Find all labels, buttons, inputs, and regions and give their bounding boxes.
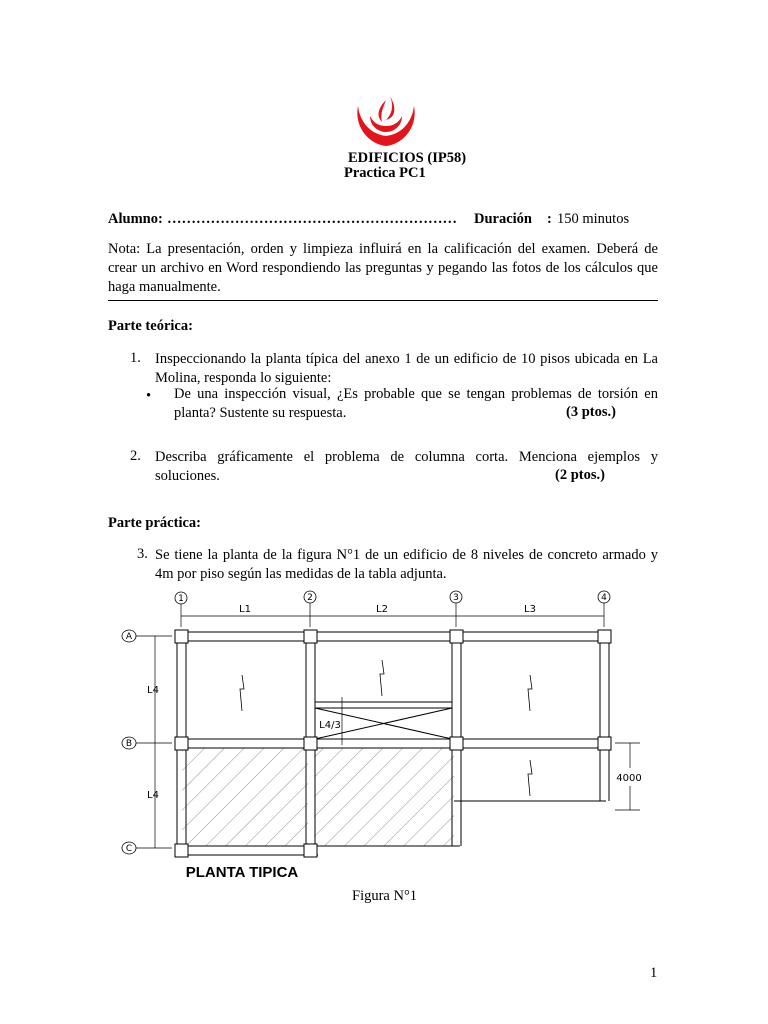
axis-label-b: B bbox=[125, 739, 133, 749]
axis-label-1: 1 bbox=[178, 594, 184, 604]
separator-line bbox=[108, 300, 658, 301]
question-1 bbox=[130, 350, 658, 388]
span-label-l1: L1 bbox=[239, 604, 251, 615]
figure-caption: Figura N°1 bbox=[352, 888, 418, 904]
bay-label-l4-bottom: L4 bbox=[147, 790, 159, 801]
exam-note: Nota: La presentación, orden y limpieza influirá en la calificación del examen. Deberá de crear un archivo en Word respondiendo las preguntas y pegando las fotos de los cálculos que haga manualmente. bbox=[108, 241, 658, 295]
duration-value: 150 minutos bbox=[557, 211, 630, 227]
dimension-4000: 4000 bbox=[616, 773, 642, 784]
hatched-slab-left bbox=[182, 748, 308, 846]
floor-plan-figure bbox=[110, 585, 650, 890]
question-1-points: (3 ptos.) bbox=[566, 404, 616, 420]
axis-label-3: 3 bbox=[453, 593, 459, 603]
axis-label-a: A bbox=[125, 632, 133, 642]
duration-separator: : bbox=[547, 211, 552, 227]
page-number: 1 bbox=[650, 965, 658, 981]
axis-label-4: 4 bbox=[601, 593, 607, 603]
question-3-text: Se tiene la planta de la figura N°1 de un edificio de 8 niveles de concreto armado y 4m por piso según las medidas de la tabla adjunta. bbox=[155, 547, 658, 582]
question-3 bbox=[137, 546, 658, 584]
axis-label-2: 2 bbox=[307, 593, 313, 603]
theory-heading: Parte teórica: bbox=[108, 318, 193, 334]
question-2-text: Describa gráficamente el problema de columna corta. Menciona ejemplos y soluciones. bbox=[155, 449, 658, 484]
question-2-points: (2 ptos.) bbox=[555, 467, 605, 483]
question-1-bullet: De una inspección visual, ¿Es probable que se tengan problemas de torsión en planta? Sustente su respuesta. bbox=[174, 386, 658, 421]
hatched-slab-middle bbox=[314, 748, 454, 846]
axis-label-c: C bbox=[125, 844, 133, 854]
duration-label: Duración bbox=[474, 211, 532, 227]
course-title: EDIFICIOS (IP58) bbox=[348, 150, 467, 166]
student-label: Alumno: bbox=[108, 211, 163, 227]
opening-label: L4/3 bbox=[319, 720, 341, 731]
axis-number-bubbles bbox=[175, 591, 610, 604]
university-logo bbox=[350, 92, 422, 150]
span-label-l3: L3 bbox=[524, 604, 536, 615]
exam-title: Practica PC1 bbox=[344, 165, 426, 181]
question-1-number: 1. bbox=[130, 350, 141, 366]
question-1-text: Inspeccionando la planta típica del anexo 1 de un edificio de 10 pisos ubicada en La Molina, responda lo siguiente: bbox=[155, 351, 658, 386]
plan-title: PLANTA TIPICA bbox=[185, 864, 299, 881]
practice-heading: Parte práctica: bbox=[108, 515, 201, 531]
left-dimension-lines bbox=[136, 636, 172, 848]
student-name-blank: …………………………………………………… bbox=[167, 211, 457, 227]
bullet-icon: • bbox=[146, 388, 152, 404]
question-3-number: 3. bbox=[137, 546, 148, 562]
bay-label-l4-top: L4 bbox=[147, 685, 159, 696]
question-2-number: 2. bbox=[130, 448, 141, 464]
span-label-l2: L2 bbox=[376, 604, 388, 615]
